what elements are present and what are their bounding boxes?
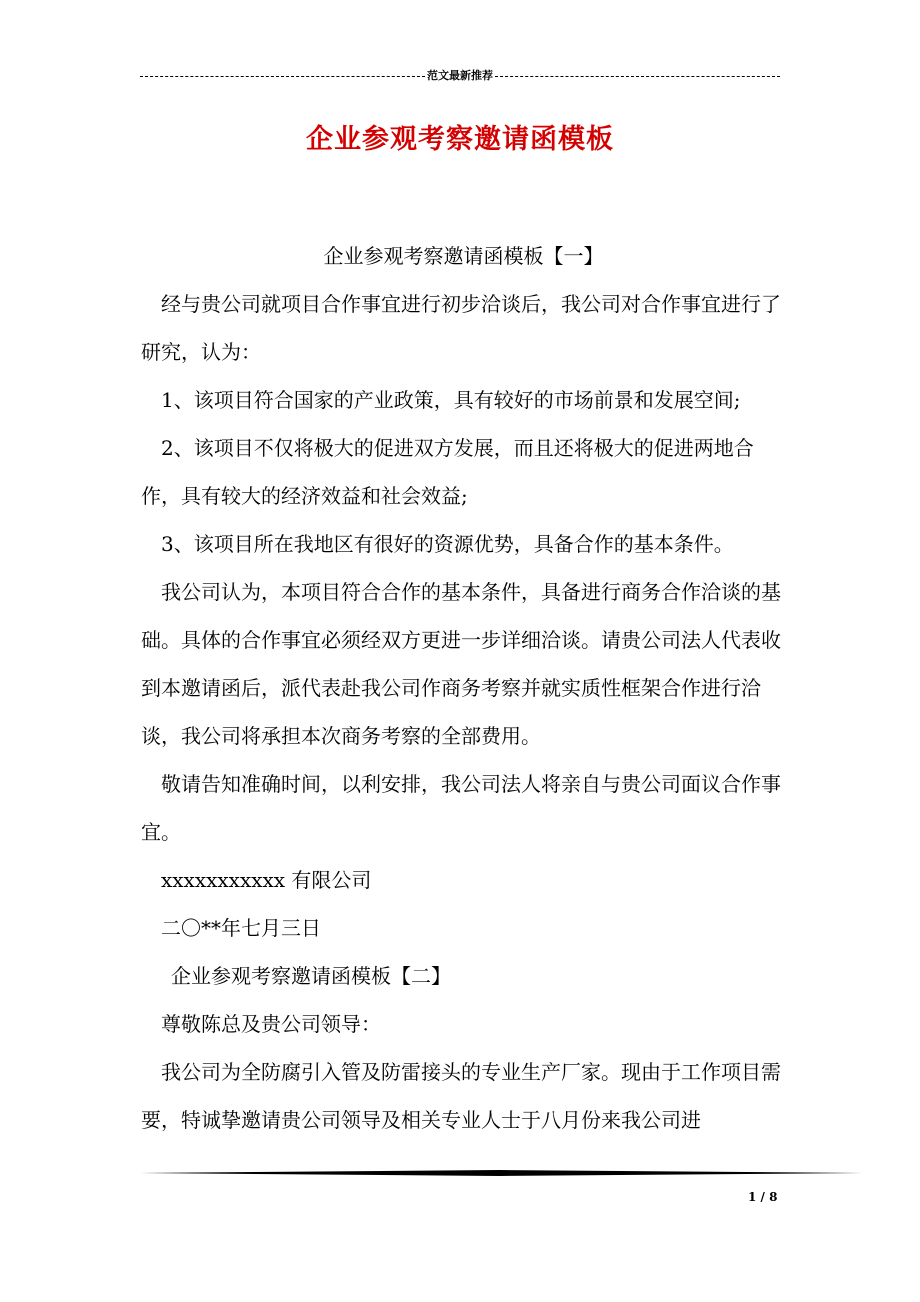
page-header	[140, 68, 780, 84]
paragraph-invitation: 我公司为全防腐引入管及防雷接头的专业生产厂家。现由于工作项目需要，特诚挚邀请贵公司领导及相关专业人士于八月份来我公司进	[141, 1060, 781, 1132]
signature-company: xxxxxxxxxxx 有限公司	[161, 868, 372, 892]
section-2-heading: 企业参观考察邀请函模板【二】	[171, 964, 451, 988]
header-dash-right	[495, 76, 780, 77]
paragraph-request: 敬请告知准确时间，以利安排，我公司法人将亲自与贵公司面议合作事宜。	[141, 772, 781, 844]
salutation: 尊敬陈总及贵公司领导：	[161, 1012, 381, 1036]
paragraph-point-3: 3、该项目所在我地区有很好的资源优势，具备合作的基本条件。	[161, 532, 734, 556]
paragraph-point-1: 1、该项目符合国家的产业政策，具有较好的市场前景和发展空间;	[161, 388, 741, 412]
paragraph-intro: 经与贵公司就项目合作事宜进行初步洽谈后，我公司对合作事宜进行了研究，认为：	[141, 292, 781, 364]
header-dash-left	[140, 76, 425, 77]
signature-date: 二〇**年七月三日	[161, 916, 321, 940]
paragraph-conclusion: 我公司认为，本项目符合合作的基本条件，具备进行商务合作洽谈的基础。具体的合作事宜必须经双方更进一步详细洽谈。请贵公司法人代表收到本邀请函后，派代表赴我公司作商务考察并就实质性框架合作进行洽谈，我公司将承担本次商务考察的全部费用。	[141, 580, 781, 748]
page-number: 1 / 8	[748, 1190, 778, 1204]
document-title: 企业参观考察邀请函模板	[306, 124, 614, 155]
section-1-heading: 企业参观考察邀请函模板【一】	[323, 244, 604, 268]
document-body	[141, 232, 786, 1144]
paragraph-point-2: 2、该项目不仅将极大的促进双方发展，而且还将极大的促进两地合作，具有较大的经济效益和社会效益;	[141, 436, 754, 508]
header-label: 范文最新推荐	[427, 69, 493, 82]
footer-rule	[140, 1170, 863, 1176]
